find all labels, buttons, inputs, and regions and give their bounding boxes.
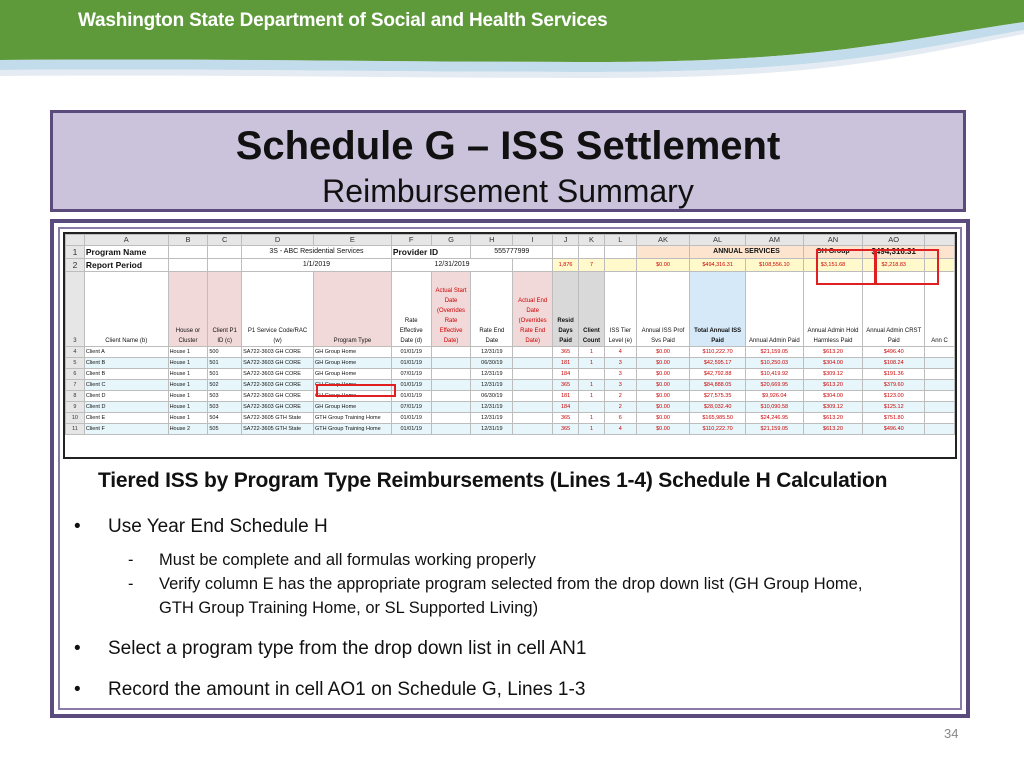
gh-group-label: GH Group [803,246,863,259]
bullet-icon: • [74,638,81,659]
sheet-row-3-headers: 3 Client Name (b) House or Cluster Client P1 ID (c) P1 Service Code/RAC (w) Program Type Rate Effective Date (d) Actual Start Date (Overrides Rate Effective Date) Rate End Date Actual End Date (Overrides Rate End Date) Resid Days Paid Client Count ISS Tier Level (e) Annual ISS Prof Svs Paid Total Annual ISS Paid Annual Admin Paid Annual Admin Hold Harmless Paid Annual Admin CRST Paid Ann C [66,272,955,347]
program-name-label: Program Name [84,246,168,259]
table-row: 11 Client F House 2 505 SA722-3605 GTH State GTH Group Training Home 01/01/19 12/31/19 365 1 4 $0.00 $110,222.70 $21,159.05 $613.20 $496.40 [66,424,955,435]
provider-id-value: 555777999 [471,246,553,259]
sub-item-verify-line2: GTH Group Training Home, or SL Supported Living) [159,599,539,617]
spreadsheet-screenshot [63,232,957,459]
dash-icon: - [128,551,134,569]
table-row: 7 Client C House 1 502 SA722-3603 GH CORE GH Group Home 01/01/19 12/31/19 365 1 3 $0.00 $84,888.05 $20,669.95 $613.20 $379.60 [66,380,955,391]
bullet-icon: • [74,516,81,537]
dash-icon: - [128,575,134,593]
column-header-row: A B C D E F G H I J K L AK AL AM AN AO [66,235,955,246]
table-row: 8 Client D House 1 503 SA722-3603 GH CORE GH Group Home 01/01/19 06/30/19 181 1 2 $0.00 $27,575.35 $9,926.04 $304.00 $123.00 [66,391,955,402]
ao1-cell: $494,316.31 [863,246,925,259]
slide-title: Schedule G – ISS Settlement [235,124,781,168]
bullet-select-program: Select a program type from the drop down list in cell AN1 [108,638,587,659]
page-number: 34 [944,726,959,741]
an1-highlight [816,249,876,285]
table-row: 4 Client A House 1 500 SA722-3603 GH CORE GH Group Home 01/01/19 12/31/19 365 1 4 $0.00 $110,222.70 $21,159.05 $613.20 $496.40 [66,347,955,358]
ao1-highlight [875,249,939,285]
program-name-value: 3S - ABC Residential Services [242,246,392,259]
bullet-icon: • [74,679,81,700]
header-banner [0,0,1024,80]
sheet-row-2: 2 Report Period 1/1/2019 12/31/2019 1,876 7 $0.00 $494,316.31 $108,556.10 $3,151.68 $2,218.83 [66,259,955,272]
organization-name: Washington State Department of Social and Health Services [78,10,608,31]
title-box [50,110,966,212]
table-row: 6 Client B House 1 501 SA722-3603 GH CORE GH Group Home 07/01/19 12/31/19 184 3 $0.00 $42,792.88 $10,419.92 $309.12 $191.36 [66,369,955,380]
sheet-row-1: 1 Program Name 3S - ABC Residential Services Provider ID 555777999 ANNUAL SERVICES GH Group $494,316.31 [66,246,955,259]
table-row: 10 Client E House 1 504 SA722-3605 GTH State GTH Group Training Home 01/01/19 12/31/19 365 1 6 $0.00 $165,985.50 $24,246.95 $613.20 $751.80 [66,413,955,424]
sub-item-complete: Must be complete and all formulas working properly [159,551,536,569]
report-period-label: Report Period [84,259,168,272]
table-row: 5 Client B House 1 501 SA722-3603 GH CORE GH Group Home 01/01/19 06/30/19 181 1 3 $0.00 $42,595.17 $10,250.03 $304.00 $108.24 [66,358,955,369]
section-heading: Tiered ISS by Program Type Reimbursements (Lines 1-4) Schedule H Calculation [98,469,888,492]
sub-item-verify-line1: Verify column E has the appropriate program selected from the drop down list (GH Group Home, [159,575,863,593]
column-e-highlight [316,384,396,397]
table-row: 9 Client D House 1 503 SA722-3603 GH CORE GH Group Home 07/01/19 12/31/19 184 2 $0.00 $28,032.40 $10,090.58 $309.12 $125.12 [66,402,955,413]
annual-services-header: ANNUAL SERVICES [690,246,803,259]
bullet-use-schedule-h: Use Year End Schedule H [108,516,328,537]
provider-id-label: Provider ID [391,246,471,259]
slide-subtitle: Reimbursement Summary [322,173,694,209]
bullet-record-amount: Record the amount in cell AO1 on Schedule G, Lines 1-3 [108,679,586,700]
